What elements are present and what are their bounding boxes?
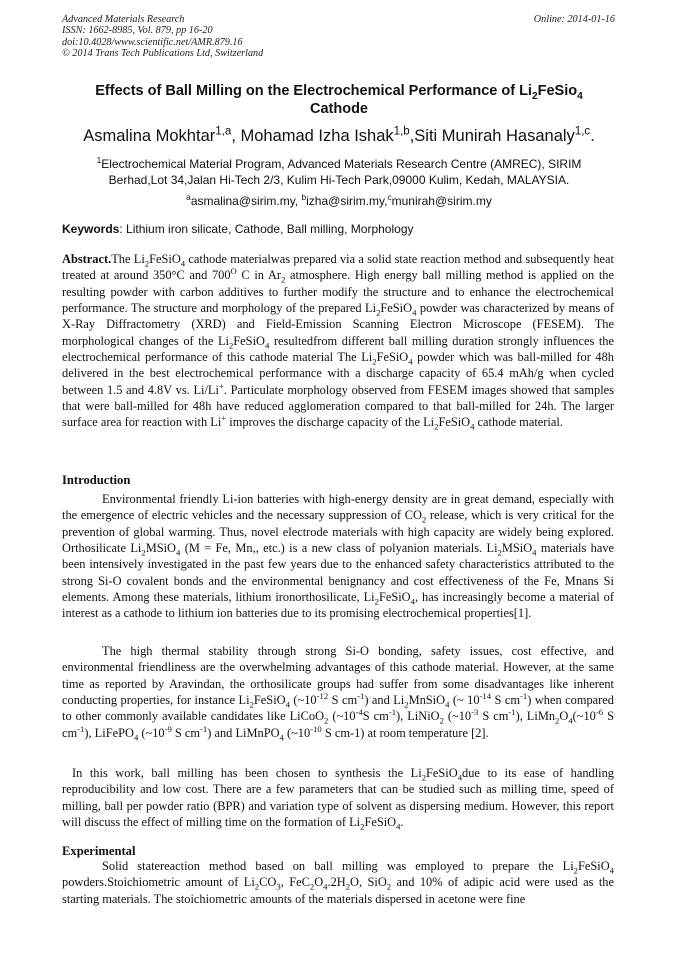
abstract-label: Abstract.	[62, 252, 112, 266]
introduction-heading: Introduction	[62, 473, 131, 487]
online-date: Online: 2014-01-16	[533, 14, 615, 25]
abstract	[62, 251, 614, 431]
journal-doi: doi:10.4028/www.scientific.net/AMR.879.16	[62, 36, 243, 48]
introduction-paragraph-1: Environmental friendly Li-ion batteries with high-energy density are in great demand, especially with the emergence of electric vehicles and the necessary suppression of $CO_2$ release, which is very critical for the prevention of global warming. Thus, novel electrode materials with high capacity are widely being explored. Orthosilicate $Li_2MSiO_4$ (M = Fe, Mn,, etc.) is a new class of polyanion materials. $Li_2MSiO_4$ materials have been intensively investigated in the past few years due to the enhanced safety characteristics attributed to the strong Si-O covalent bonds and the environmental benignancy and cost effectiveness of the Fe, Mnans Si elements. Among these materials, lithium ironorthosilicate, $Li_2FeSiO_4$, has increasingly become a material of interest as a cathode to lithium ion batteries due to its promising electrochemical properties[1].	[62, 492, 615, 621]
keywords-text: : Lithium iron silicate, Cathode, Ball milling, Morphology	[119, 222, 414, 236]
introduction-paragraph-3: In this work, ball milling has been chosen to synthesis the $Li_2FeSiO_4due$ to its ease of handling reproducibility and low cost. There are a few parameters that can be studied such as milling time, speed of milling, ball per powder ratio (BPR) and variation type of solvent as dispersing medium. However, this report will discuss the effect of milling time on the formation of $Li_2FeSiO_4$.	[62, 766, 614, 832]
journal-copyright: © 2014 Trans Tech Publications Ltd, Switzerland	[62, 48, 264, 60]
keywords	[62, 222, 618, 236]
affiliation: $^1$Electrochemical Material Program, Advanced Materials Research Centre (AMREC), SIRIM Berhad,Lot 34,Jalan Hi-Tech 2/3, Kulim Hi-Tech Park,09000 Kulim, Kedah, MALAYSIA.	[96, 155, 582, 187]
journal-header	[62, 14, 263, 60]
paper-title: Effects of Ball Milling on the Electrochemical Performance of $Li_2FeSio_4$ Cathode	[95, 83, 583, 117]
experimental-heading: Experimental	[62, 844, 136, 858]
abstract-text: The $Li_2FeSiO_4$ cathode materialwas prepared via a solid state reaction method and subsequently heat treated at around 350°C and $700^O$ C in $Ar_2$ atmosphere. High energy ball milling method is applied on the resulting powder with carbon additives to further modify the structure and to enhance the electrochemical performance. The structure and morphology of the prepared $Li_2FeSiO_4$ powder was characterized by means of X-Ray Diffractometry (XRD) and Field-Emission Scanning Electron Microscope (FESEM). The morphological changes of the $Li_2FeSiO_4$ resultedfrom different ball milling duration strongly influences the electrochemical performance of this cathode material The $Li_2FeSiO_4$ powder which was ball-milled for 48h delivered in the best electrochemical performance with a discharge capacity of 65.4 mAh/g when cycled between 1.5 and 4.8V vs. Li/Li+. Particulate morphology observed from FESEM images showed that samples that were ball-milled for 48h have reduced agglomeration compared to that ball-milled for 24h. The larger surface area for reaction with Li+ improves the discharge capacity of the $Li_2FeSiO_4$ cathode material.	[62, 252, 615, 432]
journal-name: Advanced Materials Research	[62, 14, 185, 25]
experimental-paragraph-1: Solid statereaction method based on ball milling was employed to prepare the $Li_2FeSiO_4$ powders.Stoichiometric amount of $Li_2CO_3$, $FeC_2O_4.2H_2O$, SiO$_2$ and 10% of adipic acid were used as the starting materials. The stoichiometric amounts of the materials dispersed in acetone were fine	[62, 859, 614, 906]
author-emails: $^a$asmalina@sirim.my, $^b$izha@sirim.my,$^c$munirah@sirim.my	[186, 192, 492, 208]
author-list: Asmalina Mokhtar$^{1,a}$, Mohamad Izha Ishak$^{1,b}$,Siti Munirah Hasanaly$^{1,c}$.	[83, 125, 595, 145]
introduction-paragraph-2: The high thermal stability through strong Si-O bonding, safety issues, cost effective, and environmental friendliness are the overwhelming advantages of this cathode material. However, at the same time as reported by Aravindan, the orthosilicate groups had suffer from some disadvantages like inherent conducting properties, for instance $Li_2FeSiO_4$ ($\sim 10^{-12}$ S $cm^{-1}$) and $Li_2MnSiO_4$ (~ $10^{-14}$ S $cm^{-1}$) when compared to other commonly available candidates like LiCoO$_2$ ($\sim 10^{-4}S$ $cm^{-1}$), LiNiO$_2$ ($\sim 10^{-3}$ S $cm^{-1}$), $LiMn_2O_4(\sim 10^{-6}$ S $cm^{-1}$), LiFePO$_4$ ($\sim 10^{-9}$ S $cm^{-1}$) and LiMnPO$_4$ ($\sim 10^{-10}$ S cm-1) at room temperature [2].	[62, 644, 614, 743]
journal-issn: ISSN: 1662-8985, Vol. 879, pp 16-20	[62, 25, 213, 37]
keywords-label: Keywords	[62, 222, 120, 236]
